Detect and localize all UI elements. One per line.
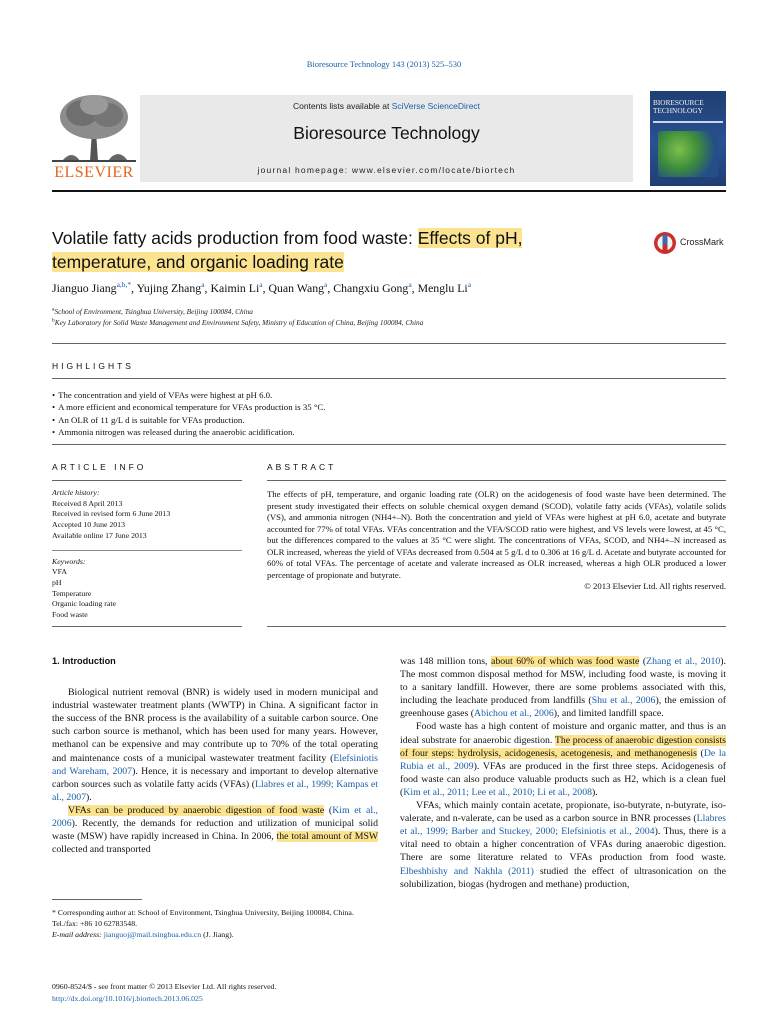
paragraph: Food waste has a high content of moisture and organic matter, and thus is an ideal substrate for anaerobic digestion. The process of anaerobic digestion consists of four steps: hydrolysis, acidogenesis, acetogenesis, and methanogenesis (De la Rubia et al., 2009). VFAs are produced in the first three steps. Acidogenesis of food waste can also produce valuable products such as H2, which is a clean fuel (Kim et al., 2011; Lee et al., 2010; Li et al., 2008). [400, 721, 726, 798]
paragraph: VFAs, which mainly contain acetate, propionate, iso-butyrate, n-butyrate, iso-valerate, and n-valerate, can be used as a carbon source in BNR processes (Llabres et al., 1999; Barber and Stuckey, 2000; Elefsiniotis et al., 2004). Thus, there is a vital need to obtain a higher concentration of VFAs during anaerobic digestion. There are some literature related to VFAs production from food waste. Elbeshbishy and Nakhla (2011) studied the effect of ultrasonication on the solubilization, biogas (hydrogen and methane) production, [400, 800, 726, 890]
journal-banner [52, 91, 726, 186]
divider [52, 378, 726, 379]
reference-link[interactable]: Abichou et al., 2006 [474, 708, 554, 720]
sciencedirect-link[interactable]: SciVerse ScienceDirect [391, 101, 481, 111]
title-highlight: Effects of pH, [417, 228, 523, 248]
reference-link[interactable]: Shu et al., 2006 [591, 695, 656, 707]
history-label: Article history: [52, 488, 100, 497]
title-highlight: temperature, and organic loading rate [52, 252, 344, 272]
reference-link[interactable]: Kim et al., 2011; Lee et al., 2010; Li et al., 2008 [403, 786, 592, 798]
cover-divider [653, 121, 723, 123]
reference-link[interactable]: Zhang et al., 2010 [646, 656, 721, 667]
journal-title: Bioresource Technology [293, 123, 480, 143]
history-item: Available online 17 June 2013 [52, 530, 147, 540]
journal-info-box [140, 95, 633, 182]
paragraph: VFAs can be produced by anaerobic digestion of food waste (Kim et al., 2006). Recently, the demands for reduction and utilization of municipal solid waste (MSW) have rapidly increased in China. In 2006, the total amount of MSW collected and transported [52, 804, 378, 856]
journal-citation[interactable]: Bioresource Technology 143 (2013) 525–530 [306, 59, 462, 69]
divider [52, 626, 242, 627]
highlighted-text: The process of anaerobic digestion consists of four steps: hydrolysis, acidogenesis, acetogenesis, and methanogenesis [400, 734, 726, 759]
email-line: E-mail address: jianguoj@mail.tsinghua.edu.cn (J. Jiang). [52, 930, 234, 939]
doi-link[interactable]: http://dx.doi.org/10.1016/j.biortech.2013.06.025 [52, 993, 203, 1003]
author[interactable]: Kaimin Li$^a$, [210, 280, 269, 295]
highlight-item: • The concentration and yield of VFAs were highest at pH 6.0. [52, 389, 325, 401]
cover-artwork [658, 131, 718, 177]
divider [52, 343, 726, 344]
crossmark-badge[interactable] [653, 231, 727, 255]
section-heading: 1. Introduction [52, 656, 116, 666]
author[interactable]: Quan Wang$^a$, [268, 280, 334, 295]
affiliations [52, 307, 423, 328]
highlights-heading: HIGHLIGHTS [52, 361, 134, 371]
crossmark-label: CrossMark [680, 237, 724, 247]
divider [267, 626, 726, 627]
author[interactable]: Menglu Li$^a$ [417, 280, 472, 295]
reference-link[interactable]: Elefsiniotis and Wareham, 2007 [52, 752, 378, 777]
affiliation: $^a$School of Environment, Tsinghua University, Beijing 100084, China [52, 306, 253, 316]
author[interactable]: Changxiu Gong$^a$, [333, 280, 418, 295]
paragraph: Biological nutrient removal (BNR) is widely used in modern municipal and industrial wastewater treatment plants (WWTP) in China. A significant factor in the success of the BNR process is the availability of a suitable carbon source. One such carbon source is methanol, which has been used for many years. However, methanol can be expensive and may contribute up to 70% of the total operating and maintenance costs of a municipal wastewater treatment facility (Elefsiniotis and Wareham, 2007). Hence, it is necessary and important to develop alternative carbon sources such as volatile fatty acids (VFAs) (Llabres et al., 1999; Kampas et al., 2007). [52, 687, 378, 803]
affiliation: $^b$Key Laboratory for Solid Waste Management and Environment Safety, Ministry of Education of China, Beijing 100084, China [52, 317, 424, 327]
page-footer [52, 981, 276, 1005]
elsevier-logo[interactable] [52, 91, 136, 186]
divider [52, 444, 726, 445]
highlight-item: • A more efficient and economical temperature for VFAs production is 35 °C. [52, 401, 325, 413]
reference-link[interactable]: Llabres et al., 1999; Kampas et al., 2007 [52, 778, 378, 803]
abstract-text: The effects of pH, temperature, and organic loading rate (OLR) on the acidogenesis of food waste have been determined. The present study investigated their effects on soluble chemical oxygen demand (SCOD), volatile fatty acids (VFAs), volatile solids (VS), and ammonia nitrogen (NH4+–N). Both the concentration and yield of VFAs were highest at pH 6.0, acetate and butyrate accounted for 77% of total VFAs. VFAs concentration and the VFA/SCOD ratio were highest, and VS levels were lowest, at 45 °C, but the differences compared to the values at 35 °C were slight. The concentrations of VFAs, SCOD, and NH4+–N increased as OLR increased, whereas the yield of VFAs decreased from 0.504 at 5 g/L d to 0.306 at 16 g/L d. Acetate and butyrate accounted for 60% of total VFAs. The percentage of acetate and valerate increased as OLR increased, whereas a high OLR produced a lower percentage of propionate and butyrate. [267, 489, 726, 580]
copyright-notice: © 2013 Elsevier Ltd. All rights reserved. [584, 581, 726, 591]
divider [267, 480, 726, 481]
paragraph: was 148 million tons, about 60% of which was food waste (Zhang et al., 2010). The most common disposal method for MSW, including food waste, is moving it to a sanitary landfill. However, there are some problems associated with this, including the leachate produced from landfills (Shu et al., 2006), the emission of greenhouse gases (Abichou et al., 2006), and limited landfill space. [400, 656, 727, 720]
reference-link[interactable]: De la Rubia et al., 2009 [400, 747, 726, 772]
footnote-text: * Corresponding author at: School of Environment, Tsinghua University, Beijing 100084, China. Tel./fax: +86 10 62783548. [52, 908, 354, 928]
article-title [52, 226, 612, 274]
abstract-heading: ABSTRACT [267, 462, 337, 472]
publisher-name: ELSEVIER [54, 164, 134, 181]
footnote-rule [52, 899, 142, 900]
keyword: Food waste [52, 610, 88, 620]
keywords-label: Keywords: [52, 556, 86, 566]
contents-prefix: Contents lists available at [292, 101, 392, 111]
title-plain: Volatile fatty acids production from food waste: [52, 228, 418, 248]
reference-link[interactable]: Llabres et al., 1999; Barber and Stuckey, 2000; Elefsiniotis et al., 2004 [400, 813, 726, 838]
author[interactable]: Jianguo Jiang$^{a,b,*}$, [52, 280, 137, 295]
contents-line [140, 101, 633, 111]
author-list [52, 281, 471, 296]
elsevier-tree-icon [52, 91, 136, 163]
keyword: pH [52, 577, 62, 587]
article-info [52, 488, 242, 621]
history-item: Accepted 10 June 2013 [52, 520, 125, 530]
divider [52, 550, 242, 551]
history-item: Received 8 April 2013 [52, 498, 123, 508]
highlighted-text: the total amount of MSW [276, 831, 378, 843]
highlight-item: • Ammonia nitrogen was released during the anaerobic acidification. [52, 426, 325, 438]
divider [52, 480, 242, 481]
keyword: Organic loading rate [52, 599, 116, 609]
banner-rule [52, 190, 726, 192]
corresponding-author-footnote [52, 907, 378, 940]
highlights-list [52, 389, 325, 438]
intro-left-column [52, 655, 378, 856]
highlighted-text: VFAs can be produced by anaerobic digestion of food waste [68, 804, 325, 816]
reference-link[interactable]: Kim et al., 2006 [52, 804, 378, 830]
abstract-body [267, 489, 726, 593]
reference-link[interactable]: Elbeshbishy and Nakhla (2011) [400, 865, 534, 877]
author[interactable]: Yujing Zhang$^a$, [136, 280, 211, 295]
crossmark-icon [653, 231, 677, 255]
cover-title: BIORESOURCE TECHNOLOGY [653, 98, 704, 115]
intro-right-column [400, 655, 726, 891]
journal-homepage[interactable]: journal homepage: www.elsevier.com/locate/biortech [257, 165, 516, 175]
issn-line: 0960-8524/$ - see front matter © 2013 Elsevier Ltd. All rights reserved. [52, 982, 277, 991]
journal-cover-image[interactable] [650, 91, 726, 186]
keyword: Temperature [52, 588, 92, 598]
email-link[interactable]: jianguoj@mail.tsinghua.edu.cn [103, 930, 202, 939]
highlight-item: • An OLR of 11 g/L d is suitable for VFAs production. [52, 414, 325, 426]
highlighted-text: about 60% of which was food waste [491, 656, 640, 667]
article-info-heading: ARTICLE INFO [52, 462, 147, 472]
history-item: Received in revised form 6 June 2013 [52, 509, 171, 519]
keyword: VFA [52, 567, 68, 577]
